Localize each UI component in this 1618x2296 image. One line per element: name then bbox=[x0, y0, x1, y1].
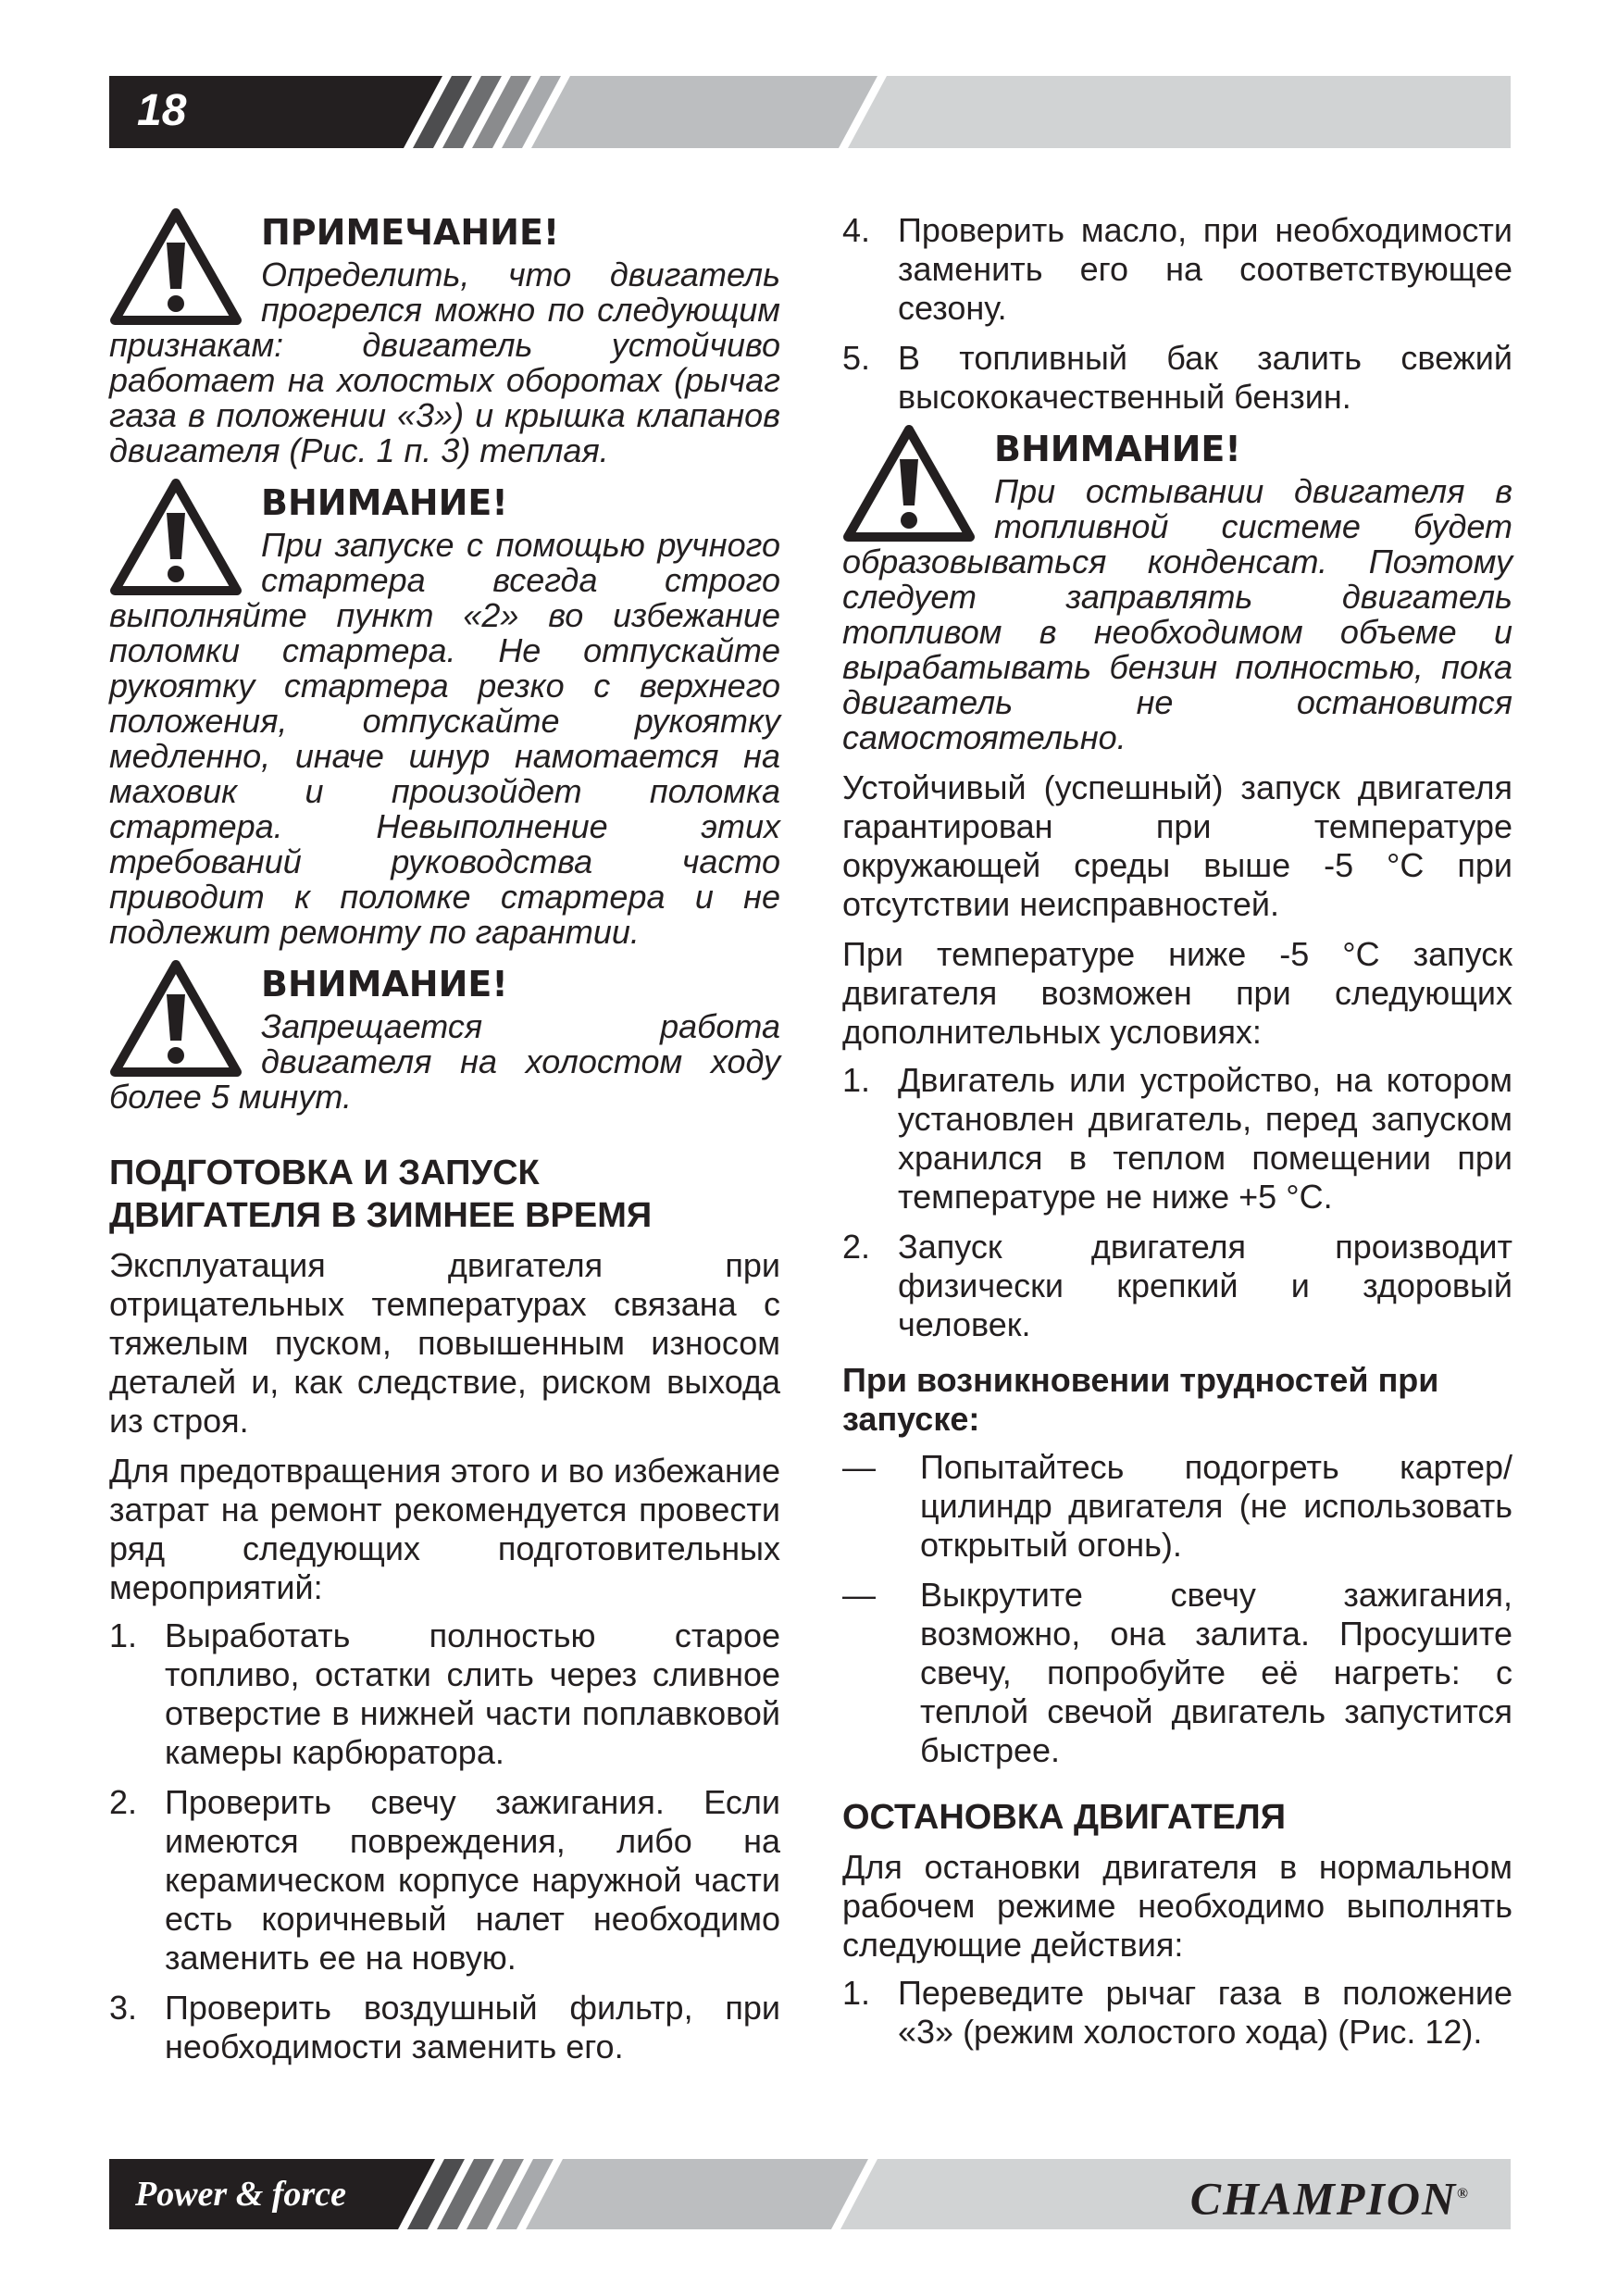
right-column bbox=[842, 211, 1512, 2063]
warning-title: ВНИМАНИЕ! bbox=[261, 964, 508, 1004]
difficulty-heading: При возникновении трудностей при запуске: bbox=[842, 1361, 1439, 1438]
brand-name: CHAMPION bbox=[1189, 2172, 1458, 2225]
dash-marker: — bbox=[842, 1576, 876, 1614]
note-title: ПРИМЕЧАНИЕ! bbox=[261, 212, 560, 253]
list-text: Запуск двигателя производит физически крепкий и здоровый человек. bbox=[898, 1228, 1512, 1343]
list-item bbox=[109, 1616, 780, 1772]
warning-triangle-icon bbox=[842, 424, 976, 543]
list-text: Выкрутите свечу зажигания, возможно, она залита. Просушите свечу, попробуйте её нагреть: с теплой свечой двигатель запустится быстрее. bbox=[920, 1576, 1512, 1769]
warning-triangle-icon bbox=[109, 207, 243, 326]
list-item bbox=[842, 211, 1512, 328]
difficulty-tips bbox=[842, 1448, 1512, 1770]
section-title-line: ПОДГОТОВКА И ЗАПУСК bbox=[109, 1154, 540, 1192]
list-item bbox=[842, 1448, 1512, 1565]
list-item bbox=[109, 1783, 780, 1978]
warning-title: ВНИМАНИЕ! bbox=[994, 429, 1241, 469]
page-header bbox=[109, 76, 1511, 148]
list-number: 5. bbox=[842, 339, 871, 377]
list-text: Переведите рычаг газа в положение «3» (режим холостого хода) (Рис. 12). bbox=[898, 1974, 1512, 2051]
footer-slogan: Power & force bbox=[135, 2175, 346, 2214]
page-footer bbox=[109, 2159, 1511, 2229]
paragraph: Для предотвращения этого и во избежание затрат на ремонт рекомендуется провести ряд следующих подготовительных мероприятий: bbox=[109, 1452, 780, 1606]
list-item bbox=[842, 1228, 1512, 1344]
section-title-stop: ОСТАНОВКА ДВИГАТЕЛЯ bbox=[842, 1798, 1287, 1837]
paragraph: При температуре ниже -5 °С запуск двигателя возможен при следующих дополнительных условиях: bbox=[842, 935, 1512, 1051]
warning-title: ВНИМАНИЕ! bbox=[261, 482, 508, 523]
paragraph: Для остановки двигателя в нормальном рабочем режиме необходимо выполнять следующие действия: bbox=[842, 1848, 1512, 1964]
list-number: 2. bbox=[842, 1228, 871, 1266]
list-item bbox=[842, 339, 1512, 417]
brand-logo bbox=[1190, 2166, 1470, 2227]
list-text: Проверить воздушный фильтр, при необходимости заменить его. bbox=[165, 1989, 780, 2065]
list-number: 1. bbox=[842, 1974, 871, 2012]
warning-text: При остывании двигателя в топливной системе будет образовываться конденсат. Поэтому следует заправлять двигатель топливом в необходимом объеме и вырабатывать бензин полностью, пока двигатель не остановится самостоятельно. bbox=[842, 472, 1512, 756]
list-item bbox=[109, 1989, 780, 2066]
list-number: 3. bbox=[109, 1989, 138, 2027]
warning-text: Запрещается работа двигателя на холостом ходу более 5 минут. bbox=[109, 1007, 780, 1116]
warning-triangle-icon bbox=[109, 478, 243, 596]
paragraph: Устойчивый (успешный) запуск двигателя гарантирован при температуре окружающей среды выше -5 °С при отсутствии неисправностей. bbox=[842, 768, 1512, 923]
paragraph: Эксплуатация двигателя при отрицательных температурах связана с тяжелым пуском, повышенным износом деталей и, как следствие, риском выхода из строя. bbox=[109, 1246, 780, 1440]
note-text: Определить, что двигатель прогрелся можно по следующим признакам: двигатель устойчиво работает на холостых оборотах (рычаг газа в положении «3») и крышка клапанов двигателя (Рис. 1 п. 3) теплая. bbox=[109, 256, 780, 469]
list-text: Попытайтесь подогреть картер/цилиндр двигателя (не использовать открытый огонь). bbox=[920, 1448, 1512, 1564]
warning-triangle-icon bbox=[109, 959, 243, 1078]
list-number: 2. bbox=[109, 1783, 138, 1821]
note-box bbox=[109, 211, 780, 468]
dash-marker: — bbox=[842, 1448, 876, 1486]
section-title-winter bbox=[109, 1152, 780, 1237]
list-text: Проверить свечу зажигания. Если имеются повреждения, либо на керамическом корпусе наружной части есть коричневый налет необходимо заменить ее на новую. bbox=[165, 1783, 780, 1977]
list-text: В топливный бак залить свежий высококачественный бензин. bbox=[898, 339, 1512, 416]
list-number: 1. bbox=[842, 1061, 871, 1099]
start-conditions bbox=[842, 1061, 1512, 1344]
list-text: Выработать полностью старое топливо, остатки слить через сливное отверстие в нижней части поплавковой камеры карбюратора. bbox=[165, 1616, 780, 1771]
list-item bbox=[842, 1576, 1512, 1770]
warning-box-condensate bbox=[842, 428, 1512, 755]
list-item bbox=[842, 1974, 1512, 2052]
stop-steps bbox=[842, 1974, 1512, 2052]
left-column bbox=[109, 211, 780, 2078]
warning-box-idle bbox=[109, 963, 780, 1115]
list-item bbox=[842, 1061, 1512, 1217]
list-number: 4. bbox=[842, 211, 871, 249]
page-number: 18 bbox=[137, 86, 187, 135]
section-title-line: ДВИГАТЕЛЯ В ЗИМНЕЕ ВРЕМЯ bbox=[109, 1196, 653, 1235]
preparation-steps-continued bbox=[842, 211, 1512, 417]
warning-text: При запуске с помощью ручного стартера всегда строго выполняйте пункт «2» во избежание поломки стартера. Не отпускайте рукоятку стартера резко с верхнего положения, отпускайте рукоятку медленно, иначе шнур намотается на маховик и произойдет поломка стартера. Невыполнение этих требований руководства часто приводит к поломке стартера и не подлежит ремонту по гарантии. bbox=[109, 526, 780, 951]
list-text: Двигатель или устройство, на котором установлен двигатель, перед запуском хранился в теплом помещении при температуре не ниже +5 °С. bbox=[898, 1061, 1512, 1216]
header-stripe-graphic bbox=[109, 76, 1511, 148]
warning-box-starter bbox=[109, 481, 780, 950]
registered-mark: ® bbox=[1457, 2186, 1470, 2202]
list-text: Проверить масло, при необходимости заменить его на соответствующее сезону. bbox=[898, 211, 1512, 327]
list-number: 1. bbox=[109, 1616, 138, 1654]
preparation-steps bbox=[109, 1616, 780, 2066]
